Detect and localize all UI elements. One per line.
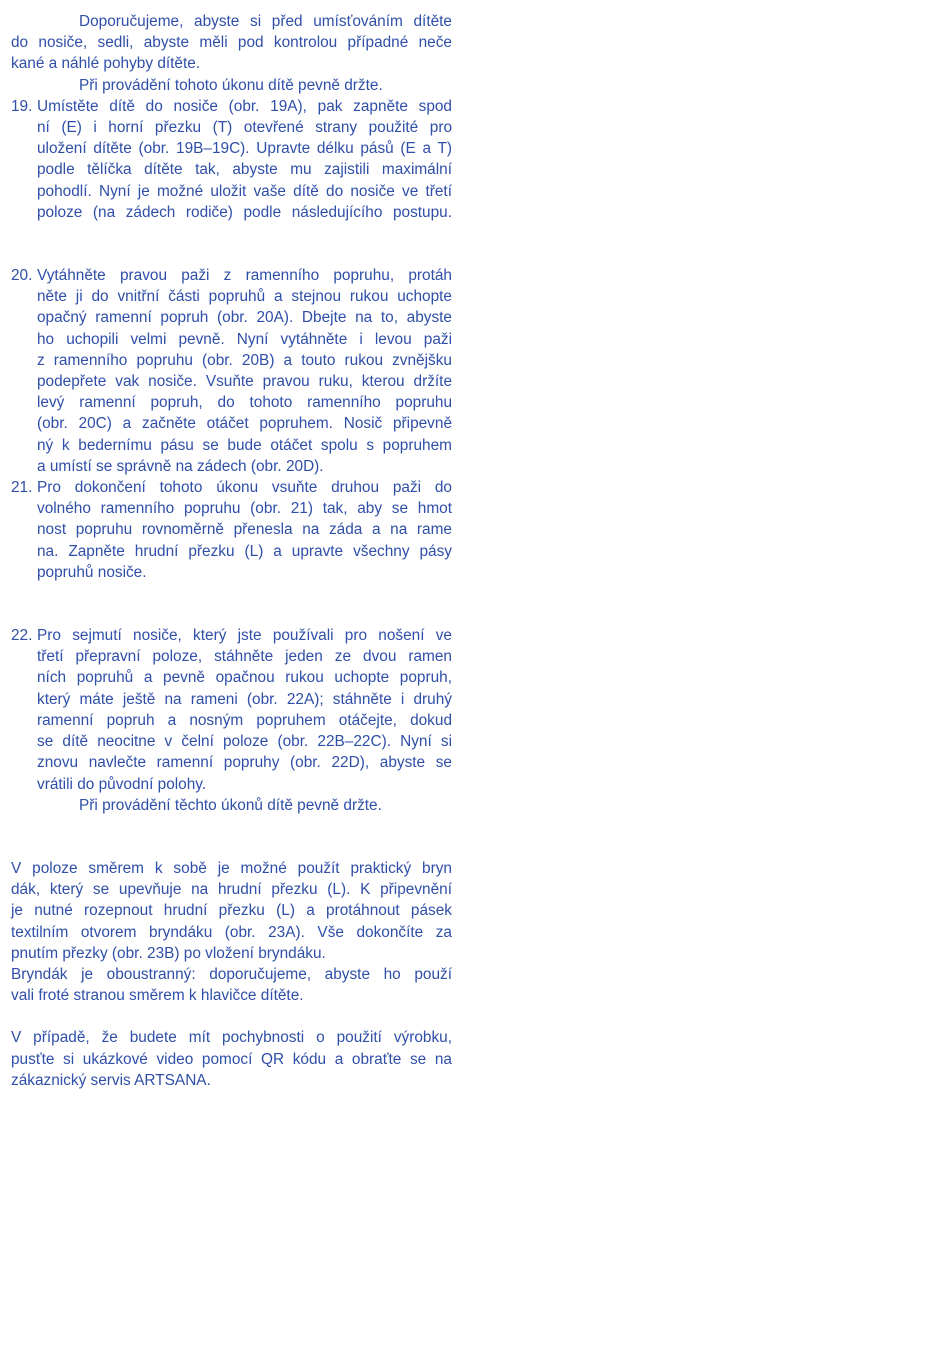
step-text <box>37 265 452 477</box>
step-line: znovu navlečte ramenní popruhy (obr. 22D), abyste se <box>37 754 452 772</box>
step-line: nost popruhu rovnoměrně přenesla na záda a na rame <box>37 521 452 539</box>
intro-line: do nosiče, sedli, abyste měli pod kontrolou případné neče <box>11 34 452 52</box>
intro-paragraph <box>11 11 452 96</box>
support-paragraph <box>11 1027 452 1091</box>
bib-line: vali froté stranou směrem k hlavičce dítěte. <box>11 987 304 1005</box>
step-line: Umístěte dítě do nosiče (obr. 19A), pak zapněte spod <box>37 97 452 115</box>
step-22 <box>11 625 452 816</box>
step-line: ní (E) i horní přezku (T) otevřené strany použité pro <box>37 119 452 137</box>
step-line: Pro dokončení tohoto úkonu vsuňte druhou paži do <box>37 479 452 497</box>
step-line: se dítě neocitne v čelní poloze (obr. 22B–22C). Nyní si <box>37 733 452 751</box>
intro-note: Při provádění tohoto úkonu dítě pevně držte. <box>79 76 383 94</box>
step-line: volného ramenního popruhu (obr. 21) tak, aby se hmot <box>37 500 452 518</box>
step-text <box>37 625 452 816</box>
step-line: třetí přepravní poloze, stáhněte jeden ze dvou ramen <box>37 648 452 666</box>
step-line: podepřete vak nosiče. Vsuňte pravou ruku, kterou držíte <box>37 373 452 391</box>
support-line: zákaznický servis ARTSANA. <box>11 1071 211 1089</box>
step-20 <box>11 265 452 477</box>
step-line: pohodlí. Nyní je možné uložit vaše dítě do nosiče ve třetí <box>37 182 452 200</box>
bib-line: textilním otvorem bryndáku (obr. 23A). Vše dokončíte za <box>11 923 452 941</box>
step-line: uložení dítěte (obr. 19B–19C). Upravte délku pásů (E a T) <box>37 140 452 158</box>
spacer <box>11 816 452 858</box>
support-line: pusťte si ukázkové video pomocí QR kódu a obraťte se na <box>11 1050 452 1068</box>
bib-line: V poloze směrem k sobě je možné použít praktický bryn <box>11 859 452 877</box>
step-line: a umístí se správně na zádech (obr. 20D). <box>37 457 324 475</box>
support-line: V případě, že budete mít pochybnosti o použití výrobku, <box>11 1029 452 1047</box>
step-line: opačný ramenní popruh (obr. 20A). Dbejte na to, abyste <box>37 309 452 327</box>
step-line: Vytáhněte pravou paži z ramenního popruhu, protáh <box>37 267 452 285</box>
step-line: (obr. 20C) a začněte otáčet popruhem. Nosič připevně <box>37 415 452 433</box>
step-line: ramenní popruh a nosným popruhem otáčejte, dokud <box>37 711 452 729</box>
spacer <box>11 1006 452 1027</box>
bib-line: je nutné rozepnout hrudní přezku (L) a protáhnout pásek <box>11 902 452 920</box>
intro-line: Doporučujeme, abyste si před umísťováním dítěte <box>79 13 452 30</box>
bib-line: pnutím přezky (obr. 23B) po vložení bryndáku. <box>11 944 326 962</box>
bib-line: dák, který se upevňuje na hrudní přezku (L). K připevnění <box>11 881 452 899</box>
step-line: Pro sejmutí nosiče, který jste používali pro nošení ve <box>37 627 452 645</box>
step-line: ho uchopili velmi pevně. Nyní vytáhněte i levou paži <box>37 330 452 348</box>
step-line: ních popruhů a pevně opačnou rukou uchopte popruh, <box>37 669 452 687</box>
step-line: který máte ještě na rameni (obr. 22A); stáhněte i druhý <box>37 690 452 708</box>
step-21 <box>11 477 452 583</box>
step-number: 21. <box>11 479 33 497</box>
intro-line: kané a náhlé pohyby dítěte. <box>11 55 201 73</box>
step-line: z ramenního popruhu (obr. 20B) a touto rukou zvnějšku <box>37 351 452 369</box>
step-line: ný k bedernímu pásu se bude otáčet spolu s popruhem <box>37 436 452 454</box>
instruction-column <box>11 11 452 1091</box>
step-19 <box>11 96 452 223</box>
step-text <box>37 96 452 223</box>
spacer <box>11 223 452 265</box>
step-line: něte ji do vnitřní části popruhů a stejnou rukou uchopte <box>37 288 452 306</box>
spacer <box>11 583 452 625</box>
step-line: podle tělíčka dítěte tak, abyste mu zajistili maximální <box>37 161 452 179</box>
step-number: 19. <box>11 97 33 115</box>
bib-paragraph <box>11 858 452 1006</box>
step-note: Při provádění těchto úkonů dítě pevně držte. <box>79 796 382 814</box>
bib-line: Bryndák je oboustranný: doporučujeme, abyste ho použí <box>11 965 452 983</box>
step-line: popruhů nosiče. <box>37 563 147 581</box>
step-text <box>37 477 452 583</box>
step-number: 22. <box>11 627 33 645</box>
step-line: levý ramenní popruh, do tohoto ramenního popruhu <box>37 394 452 412</box>
step-number: 20. <box>11 267 33 285</box>
step-line: na. Zapněte hrudní přezku (L) a upravte všechny pásy <box>37 542 452 560</box>
step-line: poloze (na zádech rodiče) podle následujícího postupu. <box>37 203 452 221</box>
step-line: vrátili do původní polohy. <box>37 775 207 793</box>
